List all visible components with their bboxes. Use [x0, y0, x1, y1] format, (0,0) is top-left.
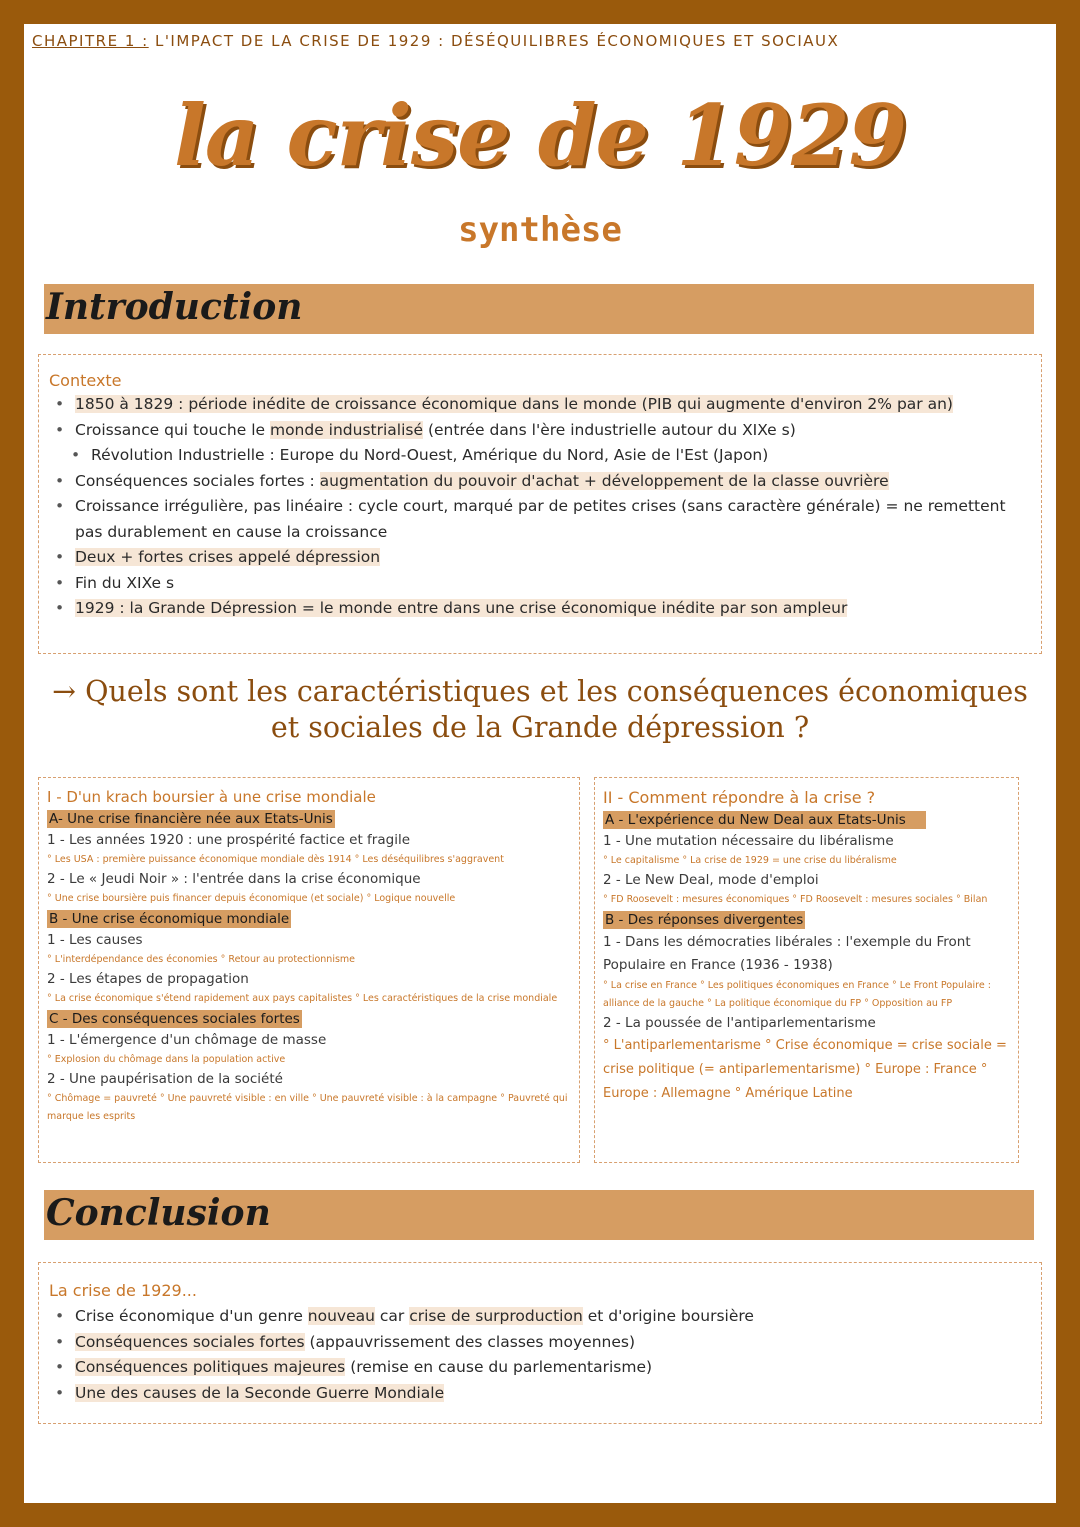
section-a-note-1: ° Le capitalisme ° La crise de 1929 = une crise du libéralisme	[603, 855, 897, 866]
section-b-item-2: 2 - Les étapes de propagation	[47, 971, 249, 987]
list-item-text: Croissance irrégulière, pas linéaire : cycle court, marqué par de petites crises (sans caractère générale) = ne remettent pas durablement en cause la croissance	[75, 497, 1006, 541]
section-c-note-1: ° Explosion du chômage dans la population active	[47, 1054, 286, 1065]
list-item-highlight: Conséquences politiques majeures	[75, 1358, 346, 1376]
conclusion-list	[49, 1304, 1031, 1406]
question-line-1: → Quels sont les caractéristiques et les conséquences économiques	[52, 675, 1028, 708]
list-item-text: 1929 : la Grande Dépression = le monde entre dans une crise économique inédite par son ampleur	[75, 599, 848, 617]
list-item	[49, 1381, 1031, 1407]
question-line-2: et sociales de la Grande dépression ?	[270, 711, 810, 744]
list-item-highlight: augmentation du pouvoir d'achat + développement de la classe ouvrière	[319, 471, 889, 490]
list-item-text: et d'origine boursière	[582, 1307, 754, 1325]
part-two-title: II - Comment répondre à la crise ?	[603, 788, 876, 807]
section-a-note-2: ° FD Roosevelt : mesures économiques ° FD Roosevelt : mesures sociales ° Bilan	[603, 894, 988, 905]
section-b-item-1: 1 - Les causes	[47, 932, 143, 948]
conclusion-label: La crise de 1929...	[49, 1281, 197, 1300]
list-item	[49, 443, 1031, 469]
section-a-item-1: 1 - Les années 1920 : une prospérité factice et fragile	[47, 832, 411, 848]
list-item	[49, 545, 1031, 571]
part-one-box	[38, 777, 580, 1163]
section-b-note-1: ° L'interdépendance des économies ° Retour au protectionnisme	[47, 954, 356, 965]
list-item-highlight: nouveau	[307, 1307, 375, 1325]
list-item	[49, 1304, 1031, 1330]
introduction-box	[38, 354, 1042, 654]
list-item	[49, 1355, 1031, 1381]
list-item	[49, 1330, 1031, 1356]
page-subtitle: synthèse	[458, 210, 622, 250]
chapter-number: CHAPITRE 1 :	[32, 32, 149, 50]
part-one-title: I - D'un krach boursier à une crise mondiale	[47, 788, 376, 806]
section-b-note-2: ° L'antiparlementarisme ° Crise économique = crise sociale = crise politique (= antiparlementarisme) ° Europe : France ° Europe : Allemagne ° Amérique Latine	[603, 1038, 1007, 1101]
list-item-text: (entrée dans l'ère industrielle autour du XIXe s)	[423, 420, 796, 439]
section-c-heading: C - Des conséquences sociales fortes	[49, 1011, 300, 1027]
list-item	[49, 392, 1031, 418]
section-b-heading: B - Une crise économique mondiale	[49, 911, 290, 927]
list-item	[49, 596, 1031, 622]
page	[24, 24, 1056, 1503]
list-item	[49, 418, 1031, 444]
section-b-item-1: 1 - Dans les démocraties libérales : l'exemple du Front Populaire en France (1936 - 1938)	[603, 934, 971, 973]
list-item-text: Révolution Industrielle : Europe du Nord-Ouest, Amérique du Nord, Asie de l'Est (Japon)	[91, 446, 769, 464]
list-item-text: Croissance qui touche le	[75, 420, 270, 439]
list-item-highlight: Conséquences sociales fortes	[75, 1332, 305, 1351]
section-c-note-2: ° Chômage = pauvreté ° Une pauvreté visible : en ville ° Une pauvreté visible : à la campagne ° Pauvreté qui marque les esprits	[47, 1093, 568, 1122]
section-c-item-1: 1 - L'émergence d'un chômage de masse	[47, 1032, 327, 1048]
list-item-highlight: Une des causes de la Seconde Guerre Mondiale	[75, 1383, 445, 1402]
context-label: Contexte	[49, 371, 122, 390]
conclusion-banner	[44, 1190, 1034, 1240]
section-b-heading: B - Des réponses divergentes	[605, 912, 804, 928]
introduction-heading: Introduction	[46, 286, 303, 328]
chapter-title: L'IMPACT DE LA CRISE DE 1929 : DÉSÉQUILIBRES ÉCONOMIQUES ET SOCIAUX	[148, 32, 840, 50]
section-a-item-1: 1 - Une mutation nécessaire du libéralisme	[603, 833, 894, 849]
list-item-highlight: crise de surproduction	[409, 1307, 583, 1325]
section-a-item-2: 2 - Le « Jeudi Noir » : l'entrée dans la crise économique	[47, 871, 421, 887]
section-a-note-1: ° Les USA : première puissance économique mondiale dès 1914 ° Les déséquilibres s'aggravent	[47, 854, 504, 865]
page-title: la crise de 1929	[173, 86, 907, 185]
list-item	[49, 571, 1031, 597]
section-b-note-2: ° La crise économique s'étend rapidement aux pays capitalistes ° Les caractéristiques de la crise mondiale	[47, 993, 558, 1004]
list-item-text: car	[374, 1307, 410, 1325]
section-a-heading: A - L'expérience du New Deal aux Etats-Unis	[603, 811, 926, 829]
section-a-heading: A- Une crise financière née aux Etats-Unis	[49, 811, 333, 827]
chapter-heading	[32, 32, 839, 50]
list-item-text: Conséquences sociales fortes :	[75, 471, 320, 490]
conclusion-box	[38, 1262, 1042, 1424]
section-a-item-2: 2 - Le New Deal, mode d'emploi	[603, 872, 819, 888]
introduction-banner	[44, 284, 1034, 334]
list-item	[49, 494, 1031, 545]
list-item-text: (remise en cause du parlementarisme)	[345, 1358, 653, 1376]
list-item-text: Deux + fortes crises appelé dépression	[75, 548, 381, 566]
context-list	[49, 392, 1031, 622]
list-item-text: (appauvrissement des classes moyennes)	[304, 1332, 636, 1351]
problem-question	[24, 674, 1056, 746]
list-item-text: Crise économique d'un genre	[75, 1307, 308, 1325]
section-b-note-1: ° La crise en France ° Les politiques économiques en France ° Le Front Populaire : alliance de la gauche ° La politique économique du FP ° Opposition au FP	[603, 980, 991, 1009]
list-item-text: 1850 à 1829 : période inédite de croissance économique dans le monde (PIB qui augmente d'environ 2% par an)	[75, 395, 953, 413]
section-b-item-2: 2 - La poussée de l'antiparlementarisme	[603, 1015, 876, 1031]
part-two-box	[594, 777, 1019, 1163]
conclusion-heading: Conclusion	[46, 1192, 271, 1234]
list-item	[49, 469, 1031, 495]
list-item-text: Fin du XIXe s	[75, 573, 175, 592]
list-item-highlight: monde industrialisé	[269, 420, 424, 439]
section-c-item-2: 2 - Une paupérisation de la société	[47, 1071, 283, 1087]
section-a-note-2: ° Une crise boursière puis financer depuis économique (et sociale) ° Logique nouvelle	[47, 893, 456, 904]
